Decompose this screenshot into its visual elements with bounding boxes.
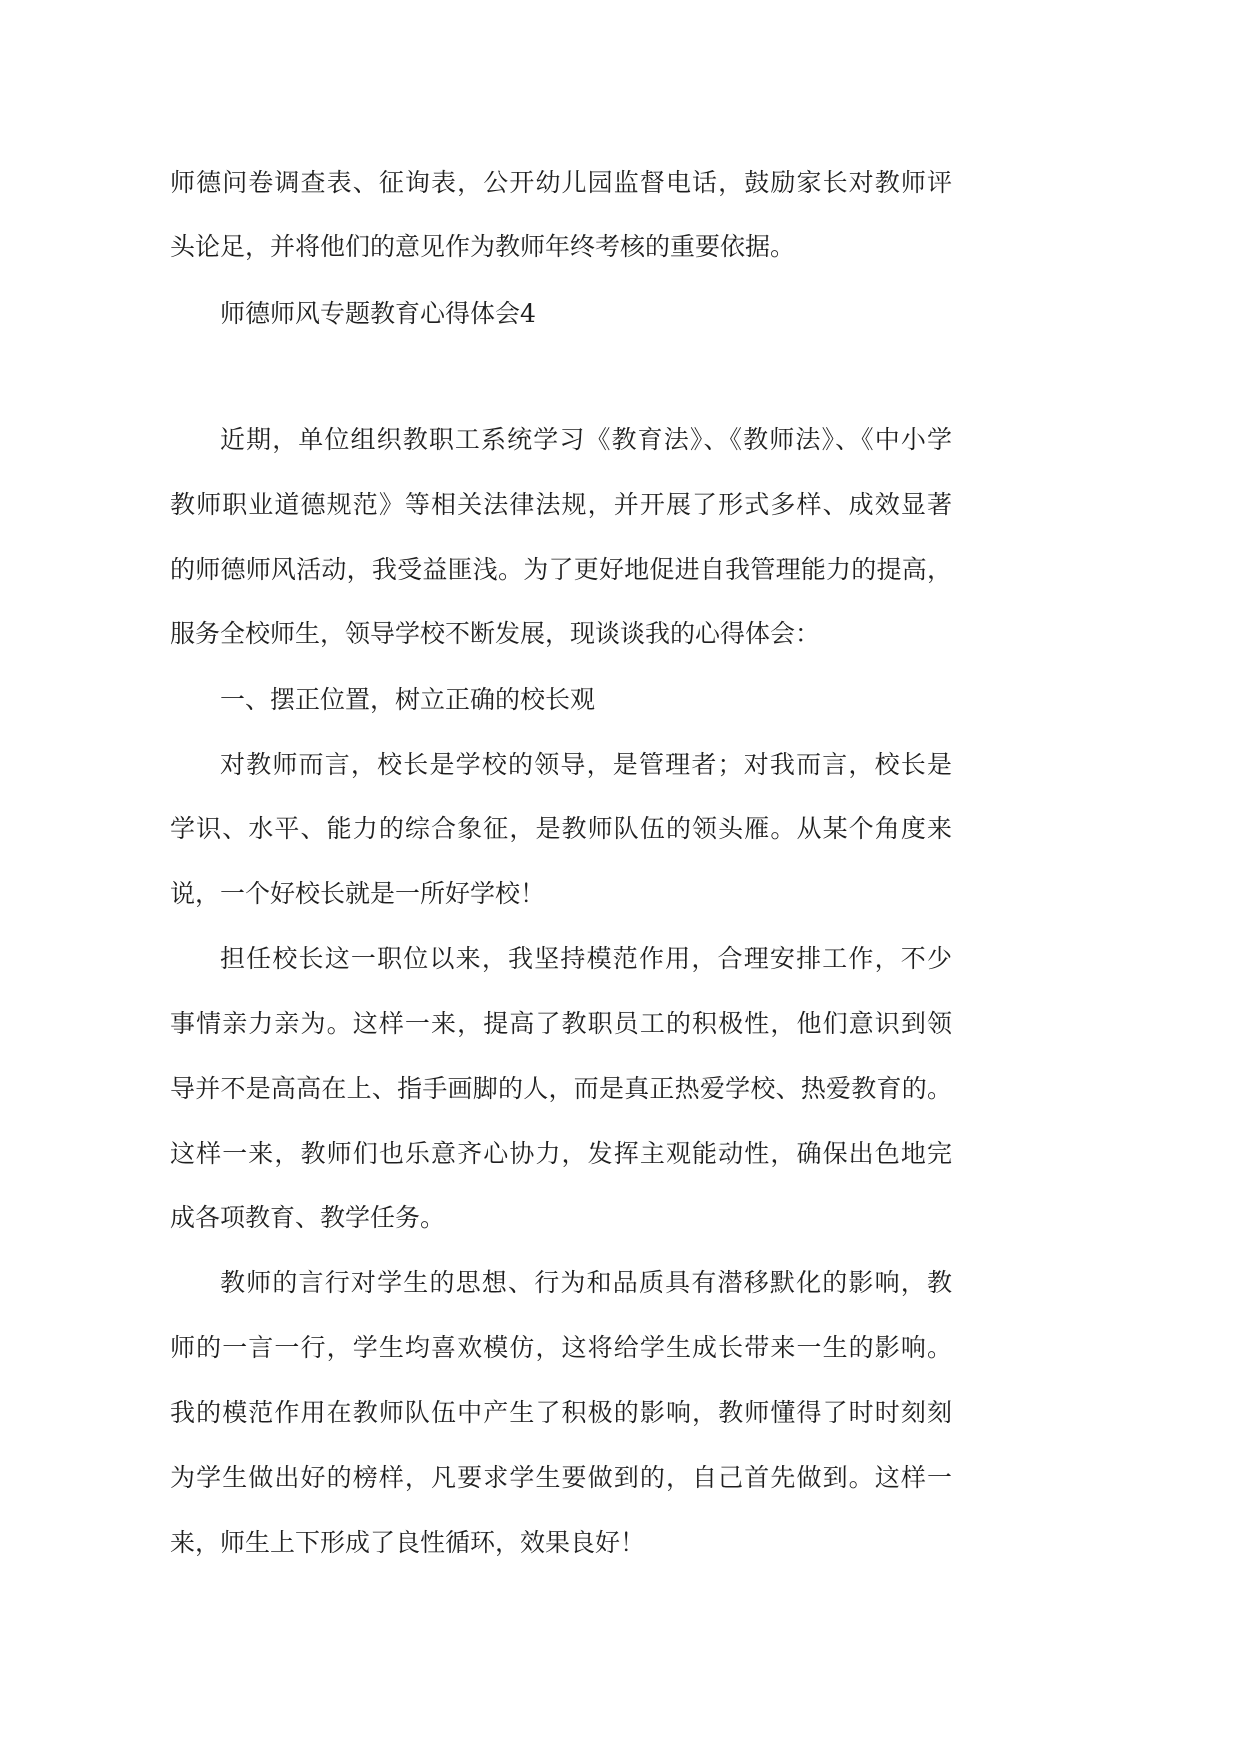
text-line: 说，一个好校长就是一所好学校！ (170, 879, 546, 908)
text-line: 来，师生上下形成了良性循环，效果良好！ (170, 1528, 646, 1557)
text-line: 师的一言一行，学生均喜欢模仿，这将给学生成长带来一生的影响。 (170, 1333, 952, 1362)
text-line: 的师德师风活动，我受益匪浅。为了更好地促进自我管理能力的提高， (170, 555, 952, 584)
text-line: 我的模范作用在教师队伍中产生了积极的影响，教师懂得了时时刻刻 (170, 1398, 952, 1427)
text-line: 服务全校师生，领导学校不断发展，现谈谈我的心得体会： (170, 619, 821, 648)
text-line: 导并不是高高在上、指手画脚的人，而是真正热爱学校、热爱教育的。 (170, 1074, 952, 1103)
text-line: 学识、水平、能力的综合象征，是教师队伍的领头雁。从某个角度来 (170, 814, 952, 843)
text-line: 近期，单位组织教职工系统学习《教育法》、《教师法》、《中小学 (220, 425, 952, 454)
text-line: 对教师而言，校长是学校的领导，是管理者；对我而言，校长是 (220, 750, 952, 779)
text-line: 事情亲力亲为。这样一来，提高了教职员工的积极性，他们意识到领 (170, 1009, 952, 1038)
text-line: 为学生做出好的榜样，凡要求学生要做到的，自己首先做到。这样一 (170, 1463, 952, 1492)
section-title-text: 师德师风专题教育心得体会4 (220, 299, 536, 328)
text-line: 教师职业道德规范》等相关法律法规，并开展了形式多样、成效显著 (170, 490, 952, 519)
subheading-text: 一、摆正位置，树立正确的校长观 (220, 685, 596, 714)
text-line: 担任校长这一职位以来，我坚持模范作用，合理安排工作，不少 (220, 944, 952, 973)
text-line: 这样一来，教师们也乐意齐心协力，发挥主观能动性，确保出色地完 (170, 1139, 952, 1168)
text-line: 成各项教育、教学任务。 (170, 1203, 446, 1232)
text-line: 师德问卷调查表、征询表，公开幼儿园监督电话，鼓励家长对教师评 (170, 168, 952, 197)
text-line: 头论足，并将他们的意见作为教师年终考核的重要依据。 (170, 232, 796, 261)
text-line: 教师的言行对学生的思想、行为和品质具有潜移默化的影响，教 (220, 1268, 952, 1297)
